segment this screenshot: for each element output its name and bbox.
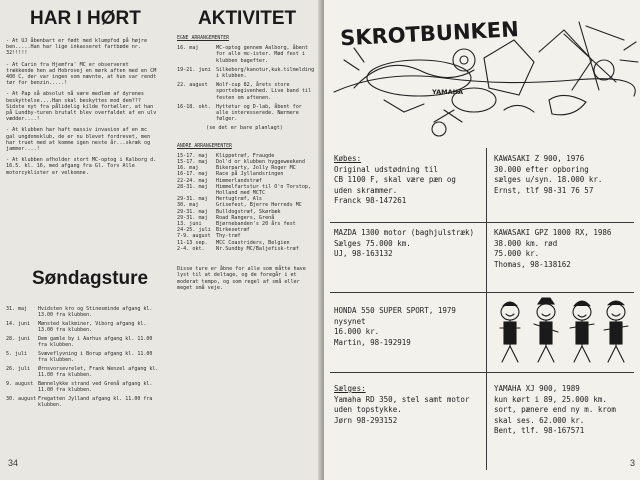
event-text: Bikerparty, Jolly Roger MC — [216, 165, 296, 172]
tour-item — [6, 306, 162, 318]
table-divider-h2 — [330, 292, 634, 293]
tour-date: 31. maj — [6, 306, 28, 312]
event-date: 13. juni — [177, 221, 202, 228]
event-date: 22-24. maj — [177, 177, 208, 184]
tour-text: Mønsted kalkminer, Viborg afgang kl. 13.00 fra klubben. — [38, 321, 147, 333]
event-text: Dol'd or klubben hyggeweekend — [216, 159, 305, 166]
news-item: - At Carin fra Hjemfra' MC er observeret trækkende hen ad Hobrovej en mørk aften med en CM 400 C, der var ingen som nævnte, at hun var rendt tør for benzin.....! — [6, 61, 157, 87]
event-date: 16. maj — [177, 45, 199, 52]
event-date: 29-31. maj — [177, 196, 208, 203]
event-date: 16-17. maj — [177, 171, 208, 178]
event-date: 15-17. maj — [177, 152, 208, 159]
ad-line: Ernst, tlf 98-31 76 57 — [494, 185, 594, 195]
ad-line: uden topstykke. — [334, 405, 402, 414]
heading-har-i-hoert: HAR I HØRT — [30, 8, 141, 29]
tour-text: Svæveflyvning i Borup afgang kl. 11.00 fra klubben. — [38, 351, 153, 363]
tour-date: 9. august — [6, 381, 34, 387]
tour-date: 28. juni — [6, 336, 31, 342]
news-item: - At UJ åbenbart er født med klumpfod på højre ben.....Han har lige inkasseret fartbøde nr. 32!!!!! — [6, 38, 148, 57]
event-text: Klippetræf, Fraugde — [216, 152, 275, 159]
ad-label: Sælges: — [334, 384, 366, 393]
logo-title: SKROTBUNKEN — [339, 17, 520, 51]
heading-aktivitet: AKTIVITET — [198, 8, 297, 29]
page-number-left: 34 — [8, 458, 19, 468]
ad-line: UJ, 98-163132 — [334, 249, 393, 258]
tour-date: 14. juni — [6, 321, 31, 327]
event-date: 29-31. maj — [177, 214, 208, 221]
ad-line: YAMAHA XJ 900, 1989 — [494, 384, 580, 393]
event-text: Hyttetur og D-lab, åbent for alle interesserede. Nærmere følger. — [216, 103, 302, 123]
ad-line: 75.000 kr. — [494, 249, 540, 258]
ad-cell — [334, 228, 484, 260]
event-text: Thy-træf — [216, 233, 241, 240]
event-item — [177, 184, 312, 196]
event-date: 16. maj — [177, 165, 199, 172]
tour-text: Ørnsvorsevrelet, Frank Wenzel afgang kl. 11.00 fra klubben. — [38, 366, 159, 378]
ad-cell — [334, 154, 484, 207]
ad-line: nysynet — [334, 316, 366, 326]
ad-line: KAWASAKI GPZ 1000 RX, 1986 — [494, 228, 612, 237]
event-text: Hertugtræf, Als — [216, 196, 263, 203]
ad-line: Original udstødning til — [334, 164, 438, 174]
event-date: 15-17. maj — [177, 159, 208, 166]
ad-line: kun kørt i 89, 25.000 km. — [494, 394, 607, 404]
ad-line: MAZDA 1300 motor (baghjulstræk) — [334, 228, 474, 237]
figure-2 — [534, 298, 558, 362]
table-divider-h1 — [330, 222, 634, 223]
right-page — [324, 0, 640, 480]
table-divider-vertical — [486, 148, 487, 470]
ad-cell — [494, 384, 634, 437]
news-item: - At klubben har haft massiv invasion af en mc gal ungdomsklub, de er nu blevet fordrevet, men har truet med at komme igen neste år...skræk og jammer....! — [6, 127, 151, 153]
event-date: 7-9. august — [177, 233, 211, 240]
ad-line: 38.000 km. rød — [494, 238, 558, 248]
event-text: MC-optog gennem Aalborg, åbent for alle mc-ister. Mød fest i klubben bagefter. — [216, 45, 309, 64]
event-text: Race på Jyllandsringen — [216, 171, 284, 178]
tour-text: Hvidsten kro og Stinesminde afgang kl. 13.00 fra klubben. — [38, 306, 153, 318]
event-date: 22. august — [177, 82, 208, 89]
event-text: Himmelfartstur til O'n Torstop, Holland med MCTC — [216, 183, 312, 197]
tour-item — [6, 366, 162, 378]
ad-cell — [494, 228, 634, 270]
ad-line: Martin, 98-192919 — [334, 337, 411, 347]
activities-column — [177, 36, 315, 296]
event-text: Road Rangers, Grenå — [216, 214, 275, 221]
skrotbunken-illustration — [324, 0, 640, 140]
ad-line: Yamaha RD 350, stel samt motor — [334, 394, 470, 404]
event-date: 16-18. okt. — [177, 103, 211, 110]
table-divider-h3 — [330, 372, 634, 373]
event-text: Wolf-cup 82, årets store sportsbegivenhed. Live band til festen om aftenen. — [216, 82, 312, 101]
news-item: - At klubben afholder stort MC-optog i Kalborg d. 16.5. kl. 16, med afgang fra Gl. Torv Alle motorcyklister er velkomne. — [6, 157, 157, 176]
event-item — [177, 66, 315, 80]
heading-soendagsture: Søndagsture — [32, 268, 149, 289]
event-date: 28-31. maj — [177, 183, 208, 190]
tour-date: 26. juli — [6, 366, 31, 372]
ad-line: uden skrammer. — [334, 185, 398, 195]
page-number-right: 3 — [630, 458, 636, 468]
event-item — [177, 45, 312, 64]
ad-line: Franck 98-147261 — [334, 196, 407, 205]
event-date: 30. maj — [177, 202, 199, 209]
event-date: 29-31. maj — [177, 208, 208, 215]
event-date: 11-13 sep. — [177, 239, 208, 246]
ad-line: Jørn 98-293152 — [334, 415, 398, 425]
event-text: Himmerlandstræf — [216, 177, 263, 184]
ad-line: Thomas, 98-138162 — [494, 259, 571, 269]
event-text: Bjørnebanden's 20 års fest — [216, 221, 296, 228]
event-date: 19-21. juni — [177, 66, 211, 73]
news-item: - At Pap så absolut nå være medlem af dyrenes beskyttelse....Han skal beskyttes mod dem??? Sidste nyt fra pålidelig kilde fortæller, at han på Lundby-turen brutalt blev overfaldet af en ulv vædder....! — [6, 91, 157, 123]
tour-item — [6, 321, 162, 333]
tour-item — [6, 381, 162, 393]
ad-line: sort, pænere end ny m. krom — [494, 405, 616, 414]
event-item — [177, 104, 312, 123]
tour-text: Fregatten Jylland afgang kl. 11.00 fra klubben. — [38, 396, 153, 408]
event-date: 2-4. okt. — [177, 245, 205, 252]
figure-4 — [604, 301, 628, 362]
own-events-heading: EGNE ARRANGEMENTER — [177, 36, 229, 41]
event-date: 24-25. juli — [177, 227, 211, 234]
ad-line: skal ses. 62.000 kr. — [494, 415, 585, 425]
other-events-heading: ANDRE ARRANGEMENTER — [177, 143, 232, 149]
ad-line: 16.000 kr. — [334, 327, 380, 336]
tour-item — [6, 396, 162, 408]
news-column — [6, 38, 158, 181]
ad-line: Bent, tlf. 98-167571 — [494, 426, 585, 435]
ad-line: sælges u/syn. 18.000 kr. — [494, 175, 603, 184]
ad-line: KAWASAKI Z 900, 1976 — [494, 154, 585, 163]
event-text: Nr.Sundby MC/Baljefisk-træf — [216, 245, 299, 252]
event-text: Bulldogstræf, Skørbæk — [216, 208, 281, 215]
event-text: Silkeborg/kanotur,kuk.tilmelding i klubben. — [216, 66, 315, 80]
tour-date: 30. august — [6, 396, 37, 402]
tour-item — [6, 351, 162, 363]
figure-3 — [570, 301, 594, 362]
tour-text: Bønnelykke strand ved Grenå afgang kl. 11.00 fra klubben. — [38, 381, 153, 393]
ad-line: Sælges 75.000 km. — [334, 238, 411, 248]
tour-text: Dem gamle by i Aarhus afgang kl. 11.00 fra klubben. — [38, 336, 153, 348]
figure-1 — [500, 302, 520, 362]
tours-list — [6, 306, 162, 411]
ad-line: CB 1100 F, skal være pæn og — [334, 175, 456, 184]
bike-badge: YAMAHA — [432, 88, 464, 96]
event-text: MCC Coastriders, Belgien — [216, 239, 290, 246]
event-text: Birkesetræf — [216, 227, 250, 234]
cartoon-figures — [490, 294, 636, 370]
ad-line: HONDA 550 SUPER SPORT, 1979 — [334, 306, 456, 315]
tour-item — [6, 336, 162, 348]
event-text: Grisefest, Bjerre Herreds MC — [216, 202, 302, 209]
ad-cell — [494, 154, 634, 196]
own-events-note: (se det er bare planlagt) — [206, 125, 283, 132]
activities-footer-note: Disse ture er åbne for alle som måtte have lyst til at deltage, og de foregår i et moderat tempo, og som regel af små eller meget små veje. — [177, 266, 306, 291]
event-item — [177, 82, 312, 101]
event-item — [177, 246, 312, 252]
ad-line: 30.000 efter opboring — [494, 164, 589, 174]
ad-cell — [334, 384, 484, 426]
ad-cell — [334, 306, 484, 348]
tour-date: 5. juli — [6, 351, 28, 357]
ad-label: Købes: — [334, 154, 362, 163]
